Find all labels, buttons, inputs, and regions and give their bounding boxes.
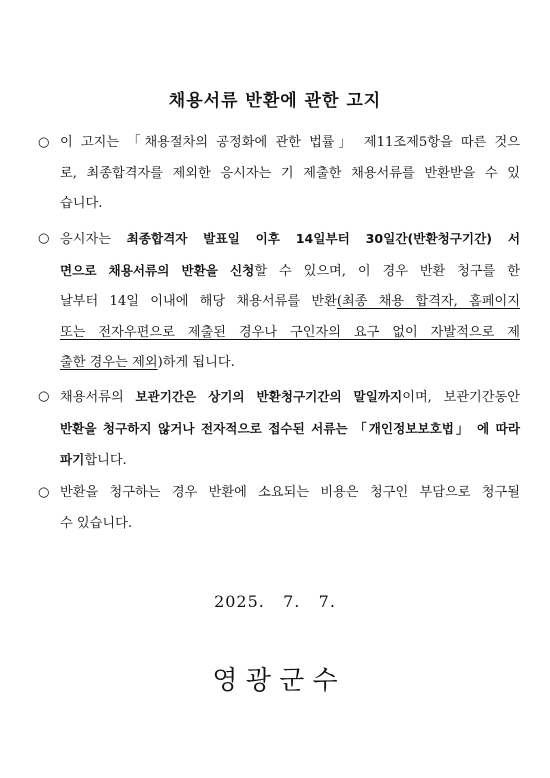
notice-item-3 (38, 382, 520, 477)
item-2-underlined-exception: (최종 채용 합격자, 홈페이지 (336, 294, 520, 309)
item-1-line-3: 습니다. (60, 196, 103, 211)
notice-item-4 (38, 478, 520, 539)
item-3-line-2 (60, 414, 520, 446)
item-2-text: 할 수 있으며, 이 경우 반환 청구를 한 (254, 263, 520, 279)
notice-item-2 (38, 224, 520, 379)
notice-date: 2025. 7. 7. (214, 592, 336, 611)
item-3-text: 이며, 보관기간동안 (402, 390, 520, 405)
item-2-underlined-exception: 출한 경우는 제외 (60, 355, 158, 370)
item-2-line-1 (60, 224, 520, 256)
item-3-bold-destroy-word: 파기 (60, 452, 85, 467)
notice-item-1 (38, 128, 520, 220)
item-1-line-1: 이 고지는 「채용절차의 공정화에 관한 법률」 제11조제5항을 따른 것으 (60, 135, 520, 150)
item-2-line-4 (60, 318, 520, 349)
item-2-bold-request: 면으로 채용서류의 반환을 신청 (60, 262, 255, 278)
notice-title: 채용서류 반환에 관한 고지 (168, 91, 382, 111)
bullet-circle-icon: ○ (38, 135, 50, 150)
bullet-circle-icon: ○ (38, 231, 50, 246)
item-2-line-5 (60, 348, 520, 379)
item-2-text: )하게 됩니다. (157, 355, 235, 370)
item-2-text: 응시자는 (60, 232, 127, 247)
item-3-line-3 (60, 445, 520, 477)
item-2-text: 날부터 14일 이내에 해당 채용서류를 반환 (60, 294, 337, 309)
item-4-line-1: 반환을 청구하는 경우 반환에 소요되는 비용은 청구인 부담으로 청구될 (60, 485, 520, 500)
issuer-name: 영 광 군 수 (212, 666, 338, 696)
item-3-text: 합니다. (84, 453, 127, 468)
item-2-underlined-exception: 또는 전자우편으로 제출된 경우나 구인자의 요구 없이 자발적으로 제 (60, 324, 520, 340)
item-3-bold-retention: 보관기간은 상기의 반환청구기간의 말일까지 (135, 389, 403, 404)
bullet-circle-icon: ○ (38, 485, 50, 500)
item-3-bold-destroy: 반환을 청구하지 않거나 전자적으로 접수된 서류는 「개인정보보호법」 에 따라 (60, 420, 520, 436)
item-4-line-2: 수 있습니다. (60, 515, 133, 531)
item-1-line-2: 로, 최종합격자를 제외한 응시자는 기 제출한 채용서류를 반환받을 수 있 (60, 165, 520, 181)
item-3-text: 채용서류의 (60, 390, 136, 405)
item-2-bold-period: 최종합격자 발표일 이후 14일부터 30일간(반환청구기간) 서 (126, 231, 520, 246)
bullet-circle-icon: ○ (38, 389, 50, 404)
item-3-line-1 (60, 382, 520, 414)
item-2-line-3 (60, 287, 520, 318)
item-2-line-2 (60, 256, 520, 288)
